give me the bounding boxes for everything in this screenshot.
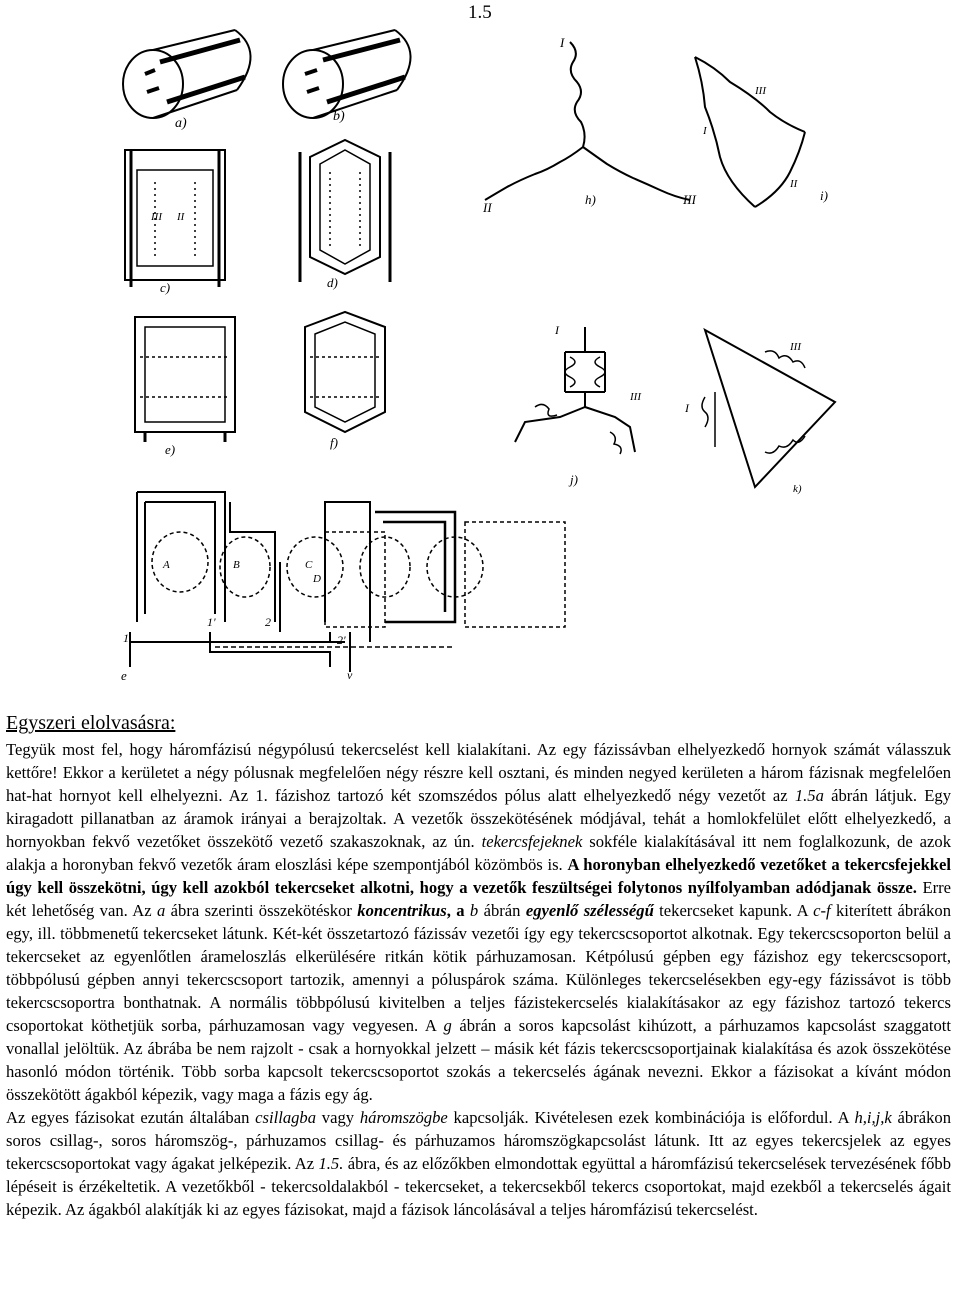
label-b: b) — [333, 109, 345, 124]
text-run: h,i,j,k — [854, 1108, 892, 1127]
label-g-C: C — [305, 559, 313, 571]
text-run: kiterített ábrákon egy, ill. többmenetű tekercseket látunk. Két-két összetartozó fázissáv vezetői így egy tekercscsoportot alkotnak. Egy tekercscsoporton belül a tekercseket az egyenlőtlen árameloszlás elkerülésére ritkán kötik párhuzamosan. Kétpólusú gépben egy fázishoz egy tekercscsoport, többpólusú gépben annyi tekercscsoport tartozik, amennyi a póluspárok száma. Különleges tekercselésekben egy-egy fázissávot is több tekercscsoportra bonthatnak. A normális többpólusú kivitelben a teljes fázistekercselés kialakításakor az egy fázishoz tartozó tekercs csoportokat köthetjük sorba, párhuzamosan vagy vegyesen. A — [6, 901, 951, 1035]
text-run: 1.5. — [318, 1154, 344, 1173]
label-c: c) — [160, 280, 171, 295]
text-run: 1.5a — [794, 786, 824, 805]
label-k: k) — [793, 483, 802, 495]
text-run: b — [469, 901, 479, 920]
figure-svg — [115, 22, 860, 682]
label-h: h) — [585, 192, 596, 207]
body-text — [6, 710, 951, 1221]
label-c-III: III — [151, 211, 162, 223]
label-f: f) — [330, 435, 338, 450]
label-j: j) — [570, 472, 578, 487]
text-run: Az egyes fázisokat ezután általában — [6, 1108, 256, 1127]
label-g-2: 2 — [265, 615, 271, 629]
text-run: ábrán látjuk. Egy kiragadott pillanatban az áramok irányai a berajzoltak. A vezetők összekötésének módjával, tehát a homlokfelület előtt elhelyezkedő, a hornyokban fekvő vezetőket összekötő vezető szakaszoknak, az ún. — [6, 786, 951, 851]
text-run: ábrán — [478, 901, 526, 920]
coil-e — [135, 317, 235, 442]
star-connection-h — [485, 42, 690, 200]
winding-diagram-figure — [115, 22, 860, 682]
label-g-2p: 2' — [337, 633, 346, 647]
text-run: ábra szerinti összekötéskor — [165, 901, 358, 920]
parallel-star-j — [515, 327, 635, 454]
label-g-1p: 1' — [207, 615, 216, 629]
text-run: ábra, és az előzőkben elmondottak együttal a háromfázisú tekercselések tervezésének főbb lépéseit is érzékeltetik. A vezetőkből - tekercsoldalakból - tekercseket, a tekercsekből tekercs csoportokat, majd ezekből a tekercselés ágait képezik. Az ágakból alakítják ki az egyes fázisokat, majd a fázisok láncolásával a teljes háromfázisú tekercselést. — [6, 1154, 951, 1219]
text-run: háromszögbe — [359, 1108, 448, 1127]
parallel-delta-k — [702, 330, 835, 487]
text-run: tekercsfejeknek — [481, 832, 583, 851]
body-paragraph — [6, 738, 951, 1221]
label-h-I: I — [560, 35, 565, 50]
text-run: A horonyban elhelyezkedő vezetőket a tekercsfejekkel úgy kell összekötni, úgy kell azokból tekercseket alkotni, hogy a vezetők feszültségei folytonos nyílfolyamban adódjanak össze. — [6, 855, 951, 897]
label-h-II: II — [483, 200, 492, 215]
label-i-III: III — [755, 85, 766, 97]
expanded-winding-g — [130, 492, 565, 672]
label-h-III: III — [683, 192, 696, 207]
coil-d — [300, 140, 390, 282]
label-i: i) — [820, 188, 828, 203]
label-d: d) — [327, 275, 338, 290]
text-run: ábrán a soros kapcsolást kihúzott, a párhuzamos kapcsolást szaggatott vonallal jelöltük. Az ábrába be nem rajzolt - csak a hornyokkal jelzett – másik két fázis tekercscsoportjainak kialakítása és azok összekötése hasonló módon történik. Több sorba kapcsolt tekercscsoportot szokás a tekercselés ágának nevezni. Ekkor a fázisokat a kívánt módon összekötött ágakból képezik, vagy maga a fázis egy ág. — [6, 1016, 951, 1104]
label-g-e: e — [121, 668, 127, 682]
label-a: a) — [175, 116, 187, 131]
page-number: 1.5 — [468, 2, 492, 23]
text-run: Erre két lehetőség van. Az — [6, 878, 952, 920]
text-run: c-f — [813, 901, 831, 920]
text-run: tekercseket kapunk. A — [653, 901, 814, 920]
label-j-III: III — [630, 391, 641, 403]
rotor-cylinder-a — [123, 30, 251, 118]
rotor-cylinder-b — [283, 30, 411, 118]
label-i-II: II — [790, 178, 798, 190]
text-run: sokféle kialakításával itt nem foglalkozunk, de azok alakja a horonyban fekvő vezetők áram eloszlási képe szempontjából közömbös is. — [6, 832, 951, 874]
label-k-III: III — [790, 341, 801, 353]
text-run: g — [443, 1016, 452, 1035]
section-heading: Egyszeri elolvasásra: — [6, 712, 176, 734]
text-run: csillagba — [255, 1108, 317, 1127]
text-run: ábrákon soros csillag-, soros háromszög-, párhuzamos csillag- és párhuzamos háromszögkapcsolást látunk. Itt az egyes tekercsjelek az egyes tekercscsoportokat vagy ágakat jelképezik. Az — [6, 1108, 952, 1173]
text-run: , a — [446, 901, 470, 920]
label-g-1: 1 — [123, 631, 129, 645]
text-run: koncentrikus — [357, 901, 447, 920]
text-run: Tegyük most fel, hogy háromfázisú négypólusú tekercselést kell kialakítani. Az egy fázissávban elhelyezkedő hornyok számát válasszuk kettőre! Ekkor a kerületet a négy pólusnak megfelelően négy részre kell osztani, és minden negyed kerületen a három fázisnak megfelelően hat-hat hornyot kell elhelyezni. Az 1. fázishoz tartozó két szomszédos pólus alatt elhelyezkedő négy vezetőt az — [6, 740, 951, 805]
label-j-I: I — [555, 323, 559, 337]
label-g-v: v — [347, 668, 353, 682]
label-g-D: D — [313, 573, 321, 585]
label-k-I: I — [685, 401, 689, 415]
label-i-I: I — [703, 125, 707, 137]
label-g-A: A — [163, 559, 170, 571]
label-g-B: B — [233, 559, 240, 571]
coil-f — [305, 312, 385, 432]
label-c-II: II — [177, 211, 185, 223]
label-e: e) — [165, 442, 176, 457]
text-run: a — [156, 901, 166, 920]
coil-c — [125, 150, 225, 287]
delta-connection-i — [695, 57, 805, 207]
text-run: vagy — [316, 1108, 360, 1127]
text-run: egyenlő szélességű — [525, 901, 654, 920]
text-run: kapcsolják. Kivételesen ezek kombinációja is előfordul. A — [447, 1108, 855, 1127]
